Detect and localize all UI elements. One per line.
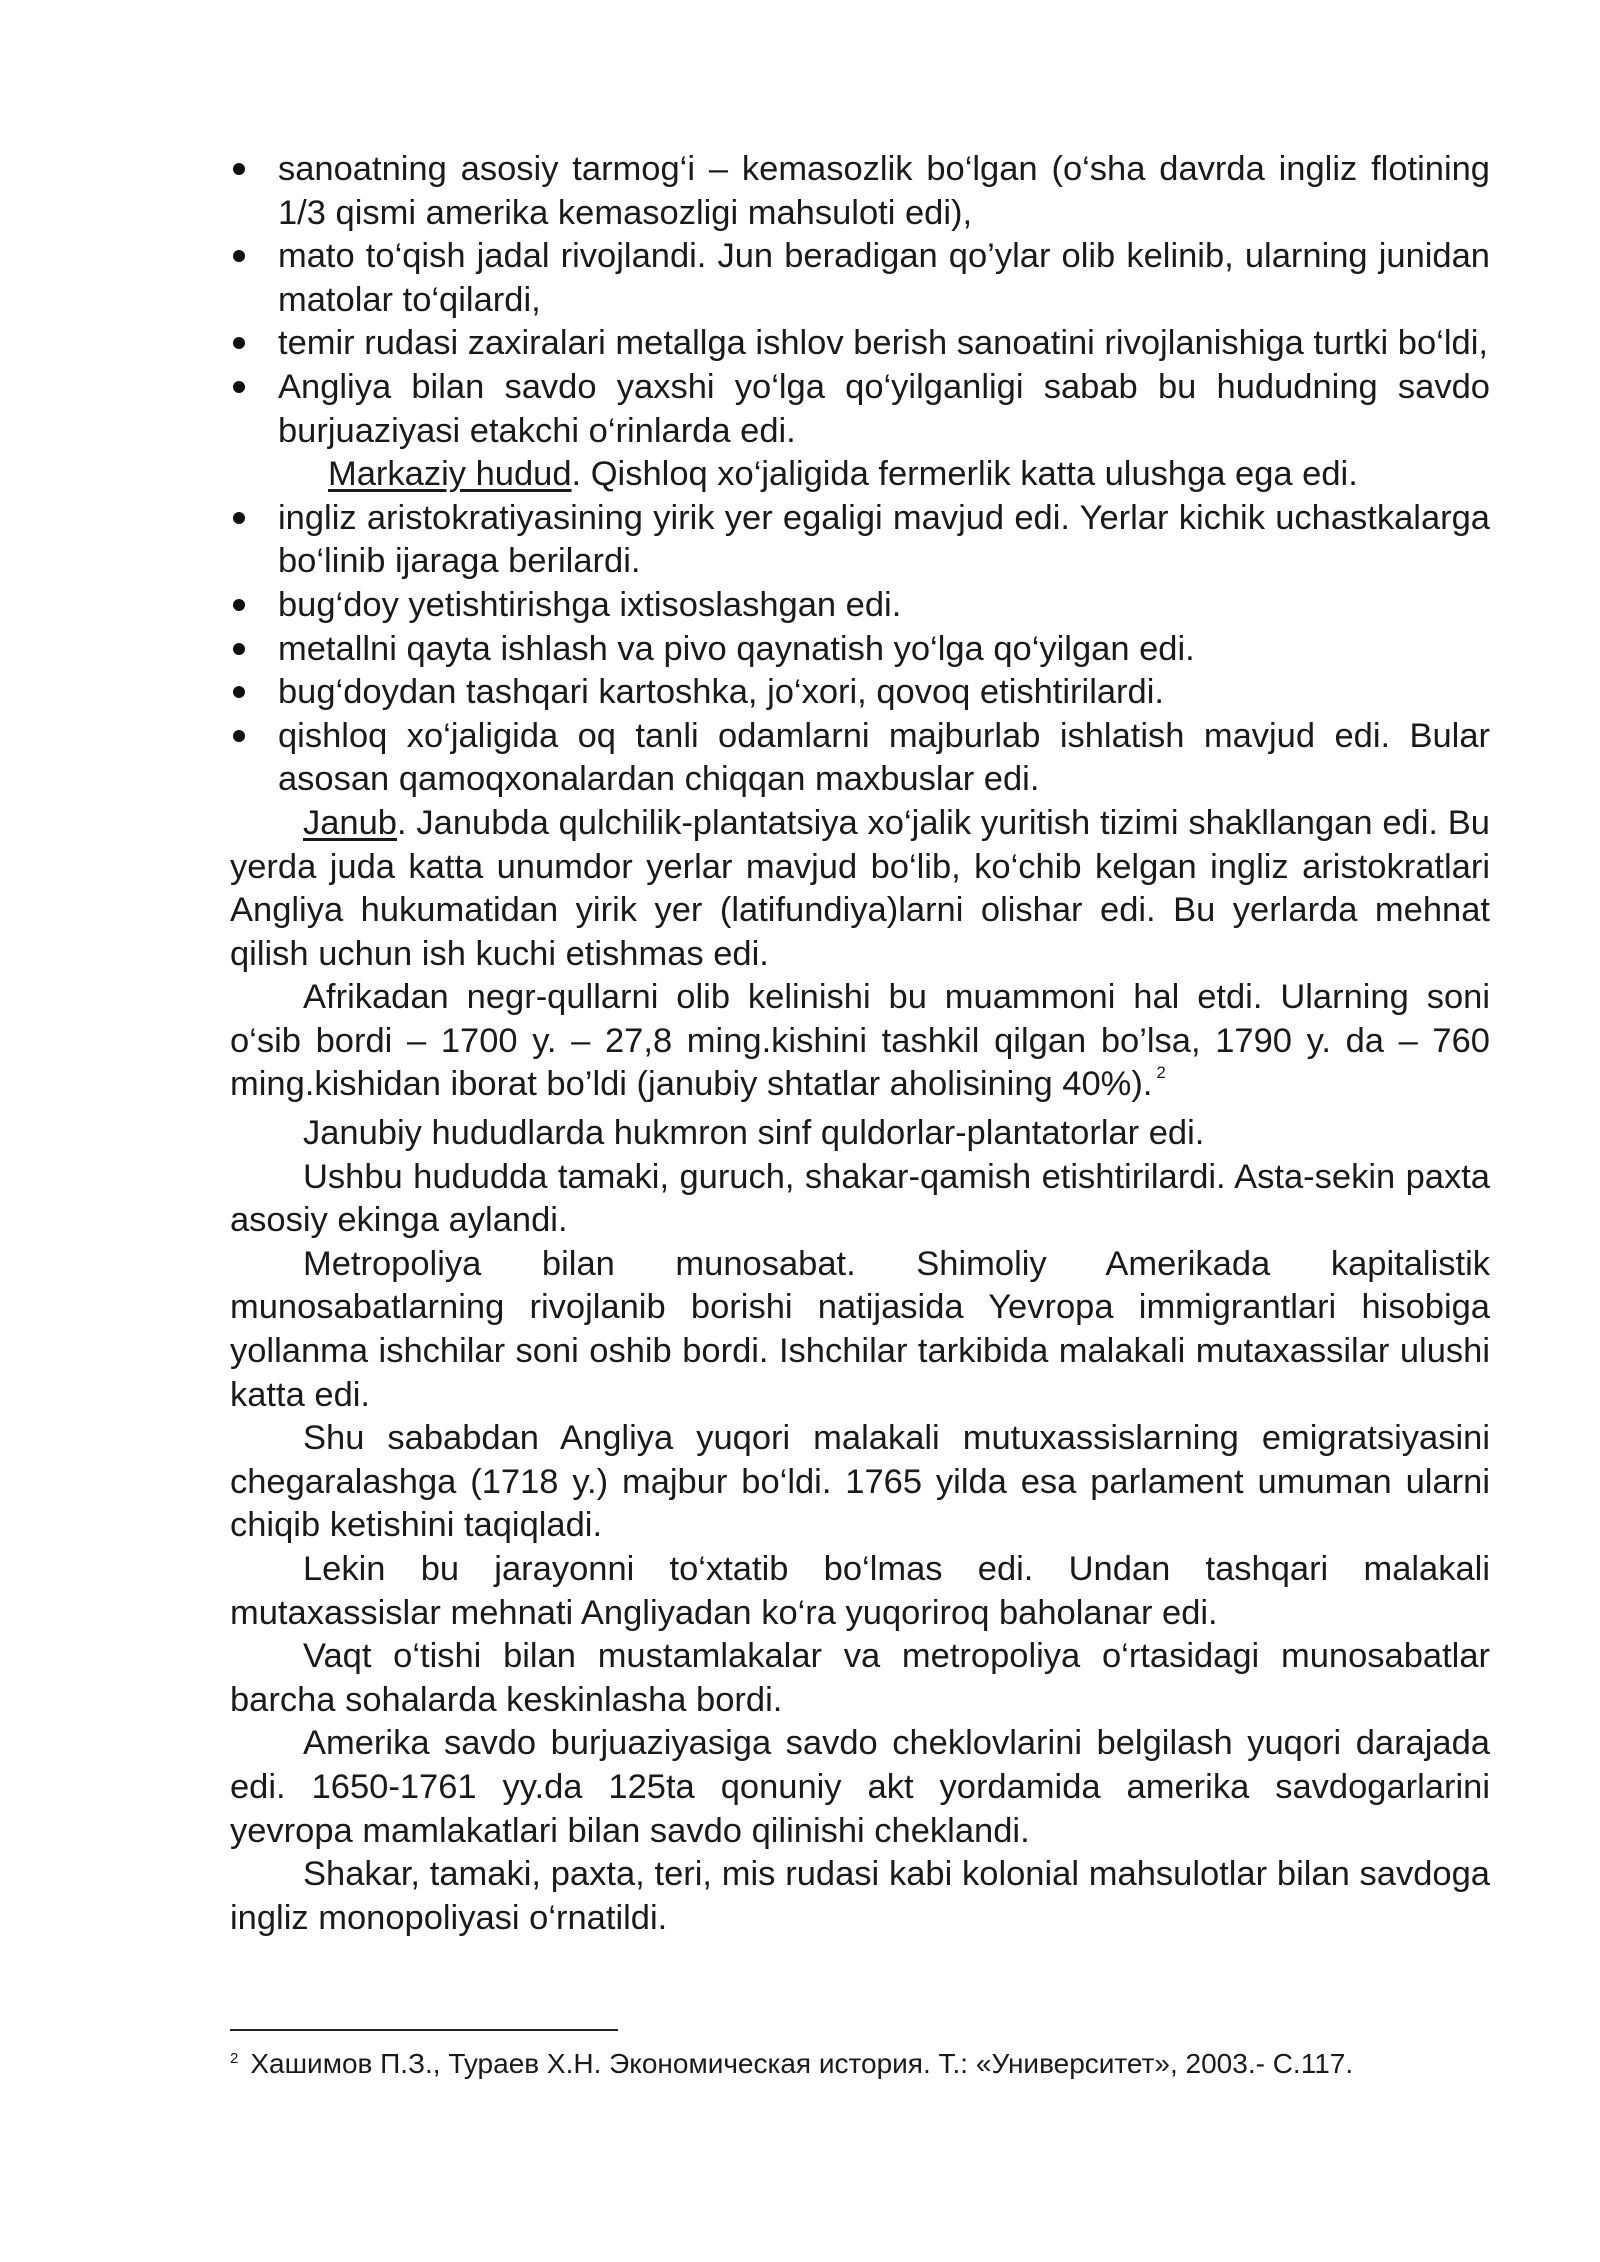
body-paragraph: Shakar, tamaki, paxta, teri, mis rudasi kabi kolonial mahsulotlar bilan savdoga ingliz monopoliyasi o‘rnatildi. xyxy=(230,1855,1490,1937)
body-paragraph: Shu sababdan Angliya yuqori malakali mutuxassislarning emigratsiyasini chegaralashga (1718 y.) majbur bo‘ldi. 1765 yilda esa parlament umuman ularni chiqib ketishini taqiqladi. xyxy=(230,1419,1490,1545)
list-item: ingliz aristokratiyasining yirik yer egaligi mavjud edi. Yerlar kichik uchastkalarga bo‘linib ijaraga berilardi. xyxy=(230,497,1490,584)
list-item: Angliya bilan savdo yaxshi yo‘lga qo‘yilganligi sabab bu hududning savdo burjuaziyasi etakchi o‘rinlarda edi. xyxy=(230,366,1490,453)
page-body xyxy=(230,148,1490,1940)
list-item: qishloq xo‘jaligida oq tanli odamlarni majburlab ishlatish mavjud edi. Bular asosan qamoqxonalardan chiqqan maxbuslar edi. xyxy=(230,715,1490,802)
footnote xyxy=(230,2044,1490,2089)
body-paragraph: Ushbu hududda tamaki, guruch, shakar-qamish etishtirilardi. Asta-sekin paxta asosiy ekinga aylandi. xyxy=(230,1157,1490,1240)
body-paragraph: Janubiy hududlarda hukmron sinf quldorlar-plantatorlar edi. xyxy=(303,1114,1205,1153)
body-paragraph: Lekin bu jarayonni to‘xtatib bo‘lmas edi. Undan tashqari malakali mutaxassislar mehnati Angliyadan ko‘ra yuqoriroq baholanar edi. xyxy=(230,1550,1490,1632)
central-region-text: . Qishloq xo‘jaligida fermerlik katta ulushga ega edi. xyxy=(571,455,1358,494)
south-region-paragraph xyxy=(230,802,1490,976)
south-region-text: . Janubda qulchilik-plantatsiya xo‘jalik yuritish tizimi shakllangan edi. Bu yerda juda katta unumdor yerlar mavjud bo‘lib, ko‘chib kelgan ingliz aristokratlari Angliya hukumatidan yirik yer (latifundiya)larni olishar edi. Bu yerlarda mehnat qilish uchun ish kuchi etishmas edi. xyxy=(230,803,1490,973)
list-item: metallni qayta ishlash va pivo qaynatish yo‘lga qo‘yilgan edi. xyxy=(230,628,1490,672)
body-paragraph: Vaqt o‘tishi bilan mustamlakalar va metropoliya o‘rtasidagi munosabatlar barcha sohalarda keskinlasha bordi. xyxy=(230,1637,1490,1719)
africa-paragraph xyxy=(230,976,1490,1112)
list-item: sanoatning asosiy tarmog‘i – kemasozlik bo‘lgan (o‘sha davrda ingliz flotining 1/3 qismi amerika kemasozligi mahsuloti edi), xyxy=(230,148,1490,235)
footnote-number: 2 xyxy=(230,2050,239,2067)
footnote-reference[interactable]: 2 xyxy=(1156,1063,1166,1083)
central-region-paragraph xyxy=(230,453,1490,497)
list-item: bug‘doydan tashqari kartoshka, jo‘xori, qovoq etishtirilardi. xyxy=(230,671,1490,715)
africa-paragraph-text: Afrikadan negr-qullarni olib kelinishi bu muammoni hal etdi. Ularning soni o‘sib bordi – 1700 y. – 27,8 ming.kishini tashkil qilgan bo’lsa, 1790 y. da – 760 ming.kishidan iborat bo’ldi (janubiy shtatlar aholisining 40%). xyxy=(230,978,1490,1104)
list-item: mato to‘qish jadal rivojlandi. Jun beradigan qo’ylar olib kelinib, ularning junidan matolar to‘qilardi, xyxy=(230,235,1490,322)
footnote-separator xyxy=(230,2029,618,2031)
bullet-list-north xyxy=(230,148,1490,453)
body-paragraph: Metropoliya bilan munosabat. Shimoliy Amerikada kapitalistik munosabatlarning rivojlanib borishi natijasida Yevropa immigrantlari hisobiga yollanma ishchilar soni oshib bordi. Ishchilar tarkibida malakali mutaxassilar ulushi katta edi. xyxy=(230,1244,1490,1414)
central-region-heading: Markaziy hudud xyxy=(328,455,572,494)
south-region-heading: Janub xyxy=(303,803,397,842)
bullet-list-central xyxy=(230,497,1490,802)
footnote-text: Хашимов П.З., Тураев Х.Н. Экономическая история. Т.: «Университет», 2003.- С.117. xyxy=(250,2048,1354,2079)
list-item: temir rudasi zaxiralari metallga ishlov berish sanoatini rivojlanishiga turtki bo‘ldi, xyxy=(230,322,1490,366)
body-paragraph: Amerika savdo burjuaziyasiga savdo cheklovlarini belgilash yuqori darajada edi. 1650-1761 yy.da 125ta qonuniy akt yordamida amerika savdogarlarini yevropa mamlakatlari bilan savdo qilinishi cheklandi. xyxy=(230,1724,1490,1850)
list-item: bug‘doy yetishtirishga ixtisoslashgan edi. xyxy=(230,584,1490,628)
